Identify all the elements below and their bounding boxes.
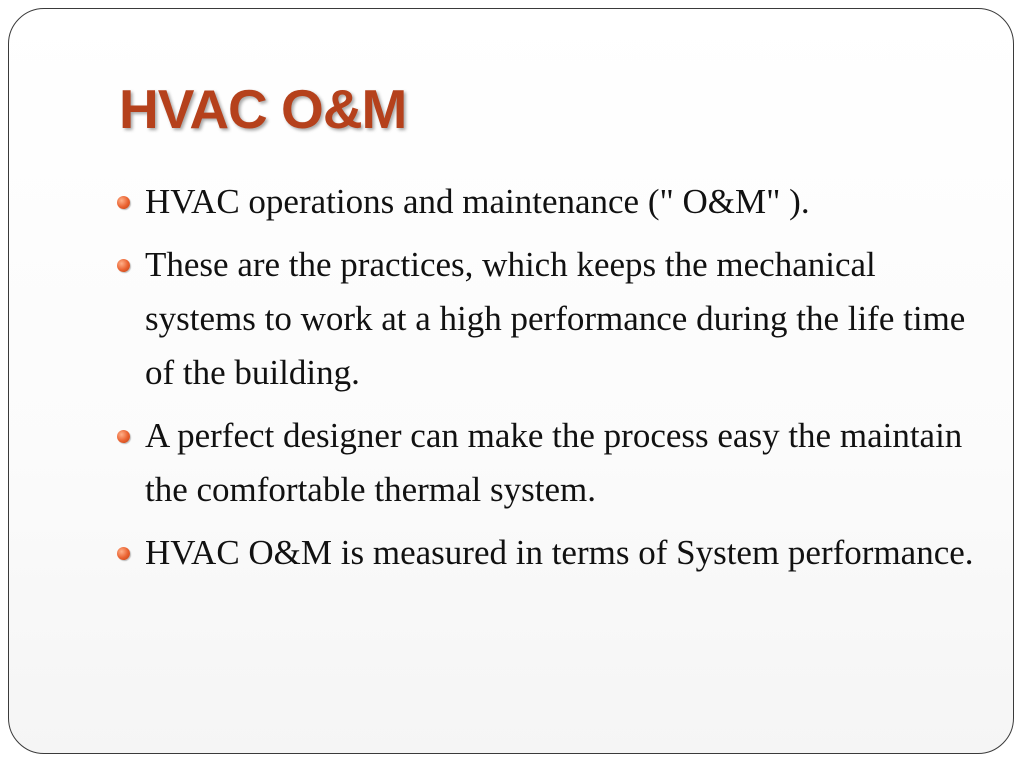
- bullet-item: [115, 526, 975, 580]
- bullet-dot-icon: [117, 196, 130, 209]
- bullet-dot-icon: [117, 430, 130, 443]
- bullet-dot-icon: [117, 547, 130, 560]
- bullet-text: These are the practices, which keeps the mechanical systems to work at a high performance during the life time of the building.: [145, 245, 966, 392]
- bullet-dot-icon: [117, 259, 130, 272]
- bullet-item: [115, 238, 975, 400]
- bullet-text: HVAC operations and maintenance (" O&M" ).: [145, 182, 810, 221]
- bullet-text: A perfect designer can make the process easy the maintain the comfortable thermal system.: [145, 416, 963, 509]
- bullet-item: [115, 409, 975, 517]
- bullet-text: HVAC O&M is measured in terms of System performance.: [145, 533, 974, 572]
- slide-frame: [8, 8, 1014, 754]
- bullet-item: [115, 175, 975, 229]
- slide-title: HVAC O&M: [119, 78, 407, 140]
- bullet-list: [115, 175, 975, 589]
